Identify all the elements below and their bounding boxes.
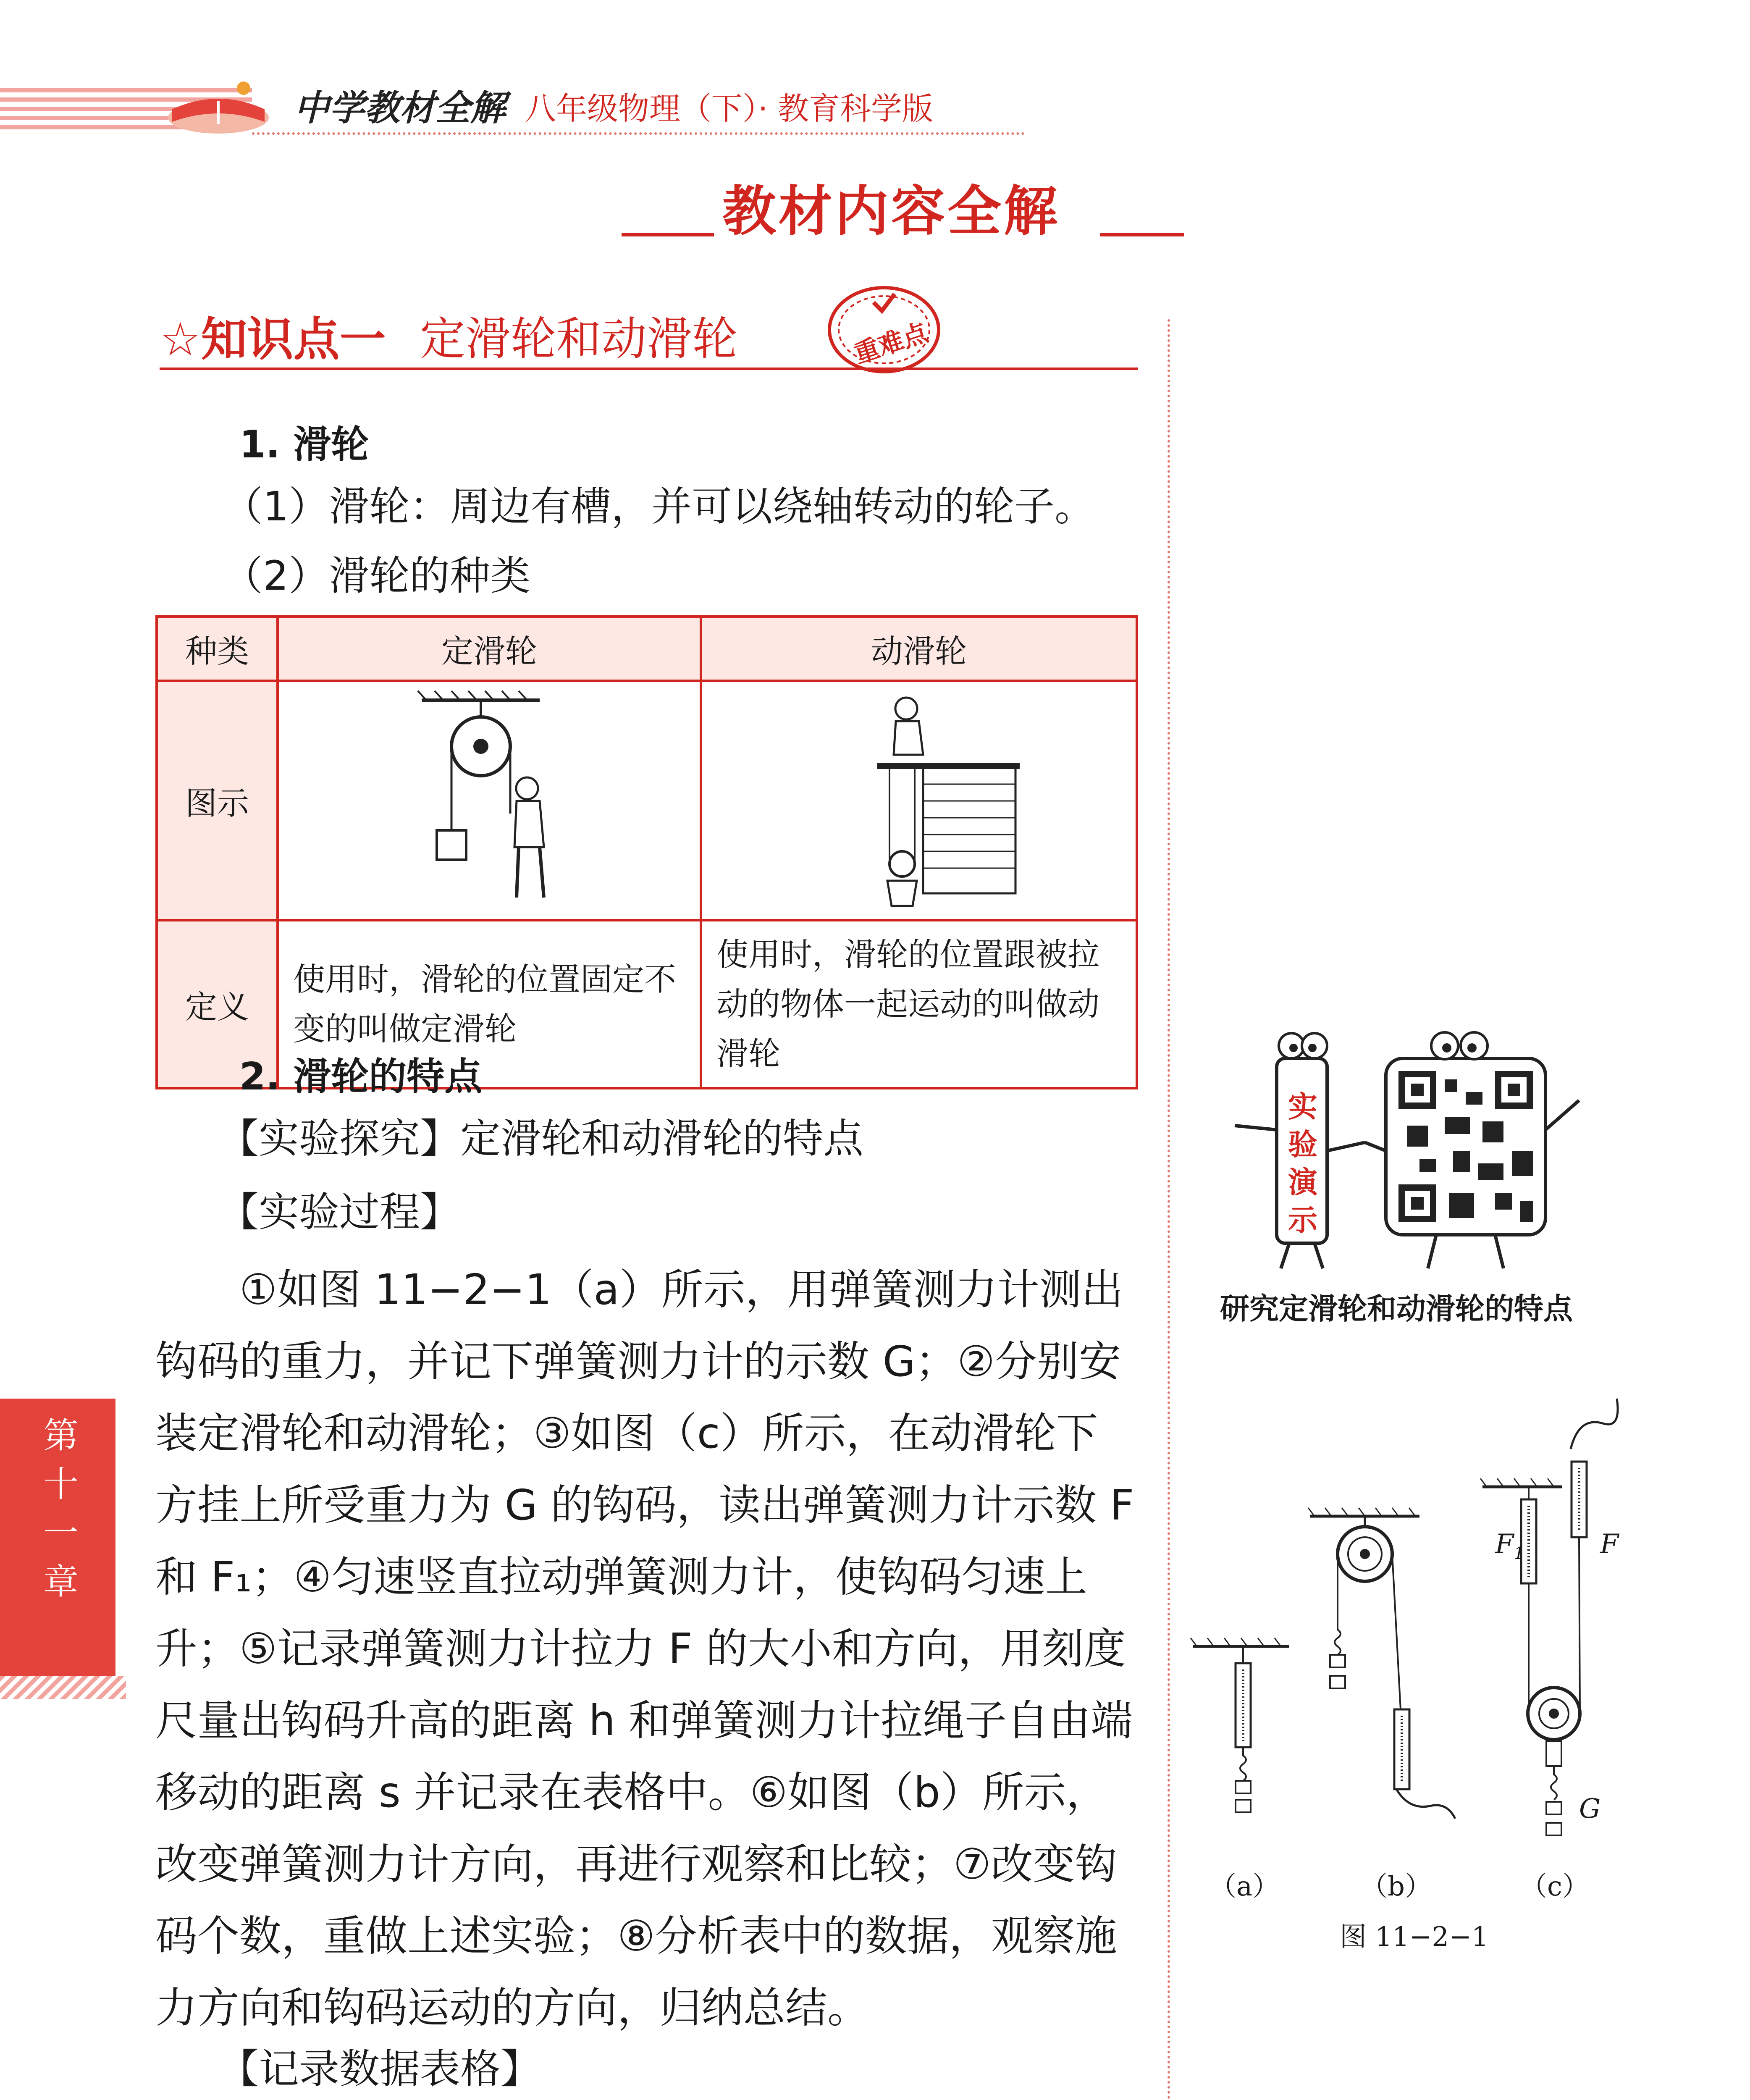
movable-pulley-definition: 使用时，滑轮的位置跟被拉动的物体一起运动的叫做动滑轮 [701,920,1137,1088]
pulley-types-label: （2）滑轮的种类 [223,552,531,599]
process-title: 【实验过程】 [218,1189,460,1236]
movable-pulley-illustration-icon [814,683,1024,910]
pulley-definition: （1）滑轮：周边有槽，并可以绕轴转动的轮子。 [223,483,1095,530]
table-header-cell: 动滑轮 [701,617,1137,681]
figure-label-a: （a） [1210,1871,1280,1902]
section-title: 教材内容全解 [722,180,1060,243]
header-rule [252,132,1025,135]
table-header-cell: 种类 [157,617,278,681]
force-label-f: F [1600,1529,1619,1560]
table-row-label: 图示 [157,681,278,920]
heading-pulley: 1. 滑轮 [239,423,369,467]
demo-label: 实验演示 [1288,1089,1317,1237]
qr-code-mascot-icon [1210,1025,1629,1277]
column-divider [1168,319,1170,2100]
fixed-pulley-definition: 使用时，滑轮的位置固定不变的叫做定滑轮 [278,920,701,1088]
section-rule-left [622,233,714,236]
knowledge-point-rule [160,368,1138,370]
experiment-title: 【实验探究】定滑轮和动滑轮的特点 [218,1115,863,1162]
experiment-process-text: ①如图 11−2−1（a）所示，用弹簧测力计测出钩码的重力，并记下弹簧测力计的示数 G；②分别安装定滑轮和动滑轮；③如图（c）所示，在动滑轮下方挂上所受重力为 G 的钩码，读出弹簧测力计示数 F 和 F₁；④匀速竖直拉动弹簧测力计，使钩码匀速上升；⑤记录弹簧测力计拉力 F 的大小和方向，用刻度尺量出钩码升高的距离 h 和弹簧测力计拉绳子自由端移动的距离 s 并记录在表格中。⑥如图（b）所示，改变弹簧测力计方向，再进行观察和比较；⑦改变钩码个数，重做上述实验；⑧分析表中的数据，观察施力方向和钩码运动的方向，归纳总结。 [155,1265,1134,2032]
fixed-pulley-illustration-icon [405,688,573,906]
force-label-f1: $F_1$ [1495,1529,1524,1563]
qr-caption: 研究定滑轮和动滑轮的特点 [1220,1292,1573,1326]
pulley-types-table [155,615,1138,1089]
figure-caption: 图 11−2−1 [1340,1922,1489,1953]
section-rule-right [1100,233,1184,236]
table-row-label: 定义 [157,920,278,1088]
weight-label-g: G [1579,1793,1601,1824]
movable-pulley-figure [701,681,1137,920]
book-subtitle: 八年级物理（下）· 教育科学版 [525,91,934,127]
fixed-pulley-figure [278,681,701,920]
book-title: 中学教材全解 [294,87,506,129]
figure-label-b: （b） [1361,1871,1432,1902]
knowledge-point-label: ☆知识点一 [160,312,386,366]
chapter-label: 第十一章 [43,1415,79,1602]
key-point-stamp-text: 重难点 [850,318,931,369]
data-table-title: 【记录数据表格】 [218,2045,541,2092]
figure-label-c: （c） [1520,1871,1589,1902]
book-logo-icon [160,71,277,139]
knowledge-point-name: 定滑轮和动滑轮 [420,313,738,365]
table-header-cell: 定滑轮 [278,617,701,681]
chapter-tab-stripes [0,1676,126,1699]
heading-pulley-features: 2. 滑轮的特点 [239,1055,483,1099]
